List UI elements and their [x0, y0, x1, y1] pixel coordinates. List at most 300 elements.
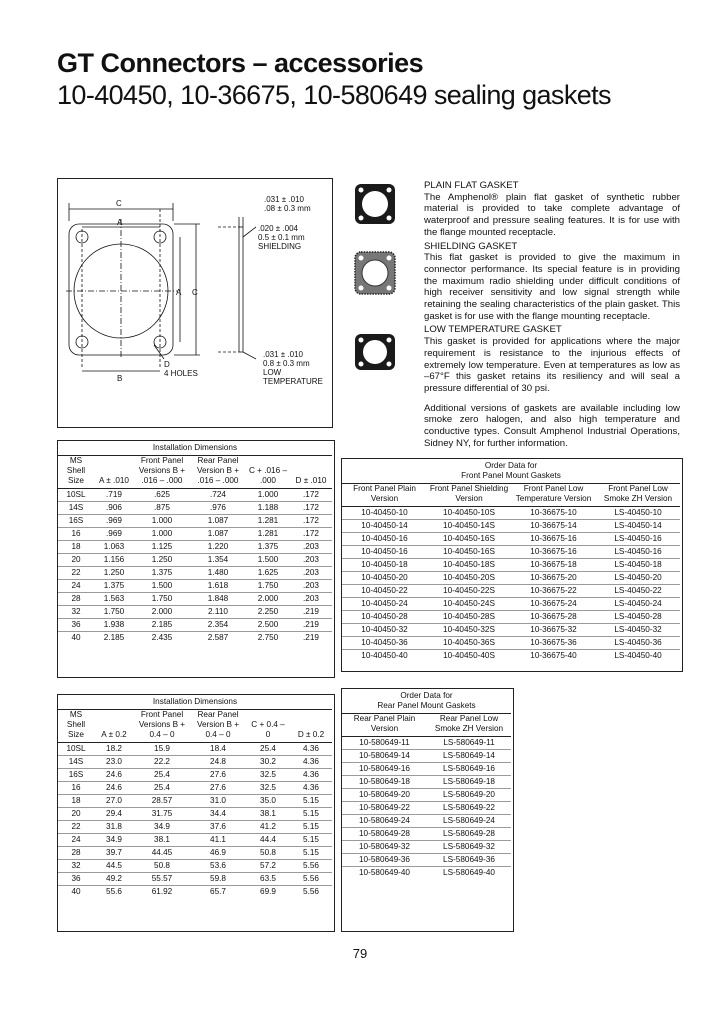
table-cell: 32.5 [246, 782, 290, 795]
table-cell: 10-40450-20S [427, 572, 511, 585]
table-cell: 10-40450-32 [342, 624, 427, 637]
install-mm-rows [58, 743, 332, 899]
additional-versions-text: Additional versions of gaskets are available including low smoke zero halogen, and also high temperature and conductive types. Consult Amphenol Industrial Operations, Sidney NY, for further information. [424, 402, 680, 449]
table-cell: 34.4 [190, 808, 246, 821]
table-cell: 1.156 [94, 554, 134, 567]
table-cell: 5.15 [290, 847, 332, 860]
table-cell: 31.0 [190, 795, 246, 808]
table-cell: 40 [71, 633, 81, 642]
table-cell: 4.36 [290, 782, 332, 795]
table-cell: 10-40450-40S [443, 651, 495, 660]
table-cell: 2.750 [257, 633, 279, 642]
table-cell: .969 [94, 515, 134, 528]
order-rear-rows [342, 737, 511, 880]
table-cell: 1.618 [190, 580, 246, 593]
table-cell: 28.57 [134, 795, 190, 808]
table-cell: 10-580649-20 [342, 789, 427, 802]
table-cell: 1.125 [134, 541, 190, 554]
table-cell: 10-580649-14 [342, 750, 427, 763]
table-cell: .976 [190, 502, 246, 515]
table-cell: 24.8 [190, 756, 246, 769]
dim-lowtemp: .031 ± .010 [263, 350, 303, 359]
table-row [58, 606, 332, 619]
table-cell: 41.1 [190, 834, 246, 847]
dim-label-a-top: A [117, 218, 123, 227]
table-cell: LS-580649-22 [427, 802, 511, 815]
table-cell: .203 [290, 541, 332, 554]
table-cell: 57.2 [246, 860, 290, 873]
table-cell: 59.8 [190, 873, 246, 886]
lowtemp-gasket-heading: LOW TEMPERATURE GASKET [424, 324, 562, 336]
table-cell: 1.750 [94, 606, 134, 619]
table-cell: 1.480 [190, 567, 246, 580]
table-cell: 25.4 [246, 743, 290, 756]
table-row [58, 515, 332, 528]
table-cell: LS-40450-22 [596, 585, 680, 598]
plain-gasket-text: The Amphenol® plain flat gasket of synthetic rubber material is provided to take complete advantage of waterproof and pressure sealing features. It is for use with the flange mounted receptacle. [424, 191, 680, 238]
table-cell: 10-580649-36 [342, 854, 427, 867]
table-cell: LS-580649-14 [427, 750, 511, 763]
table-cell: 1.063 [94, 541, 134, 554]
table-cell: 1.625 [246, 567, 290, 580]
col-header: Front Panel Low Smoke ZH Version [596, 484, 680, 507]
table-row [342, 854, 511, 867]
table-row [58, 873, 332, 886]
table-row [342, 750, 511, 763]
table-cell: 10-36675-28 [511, 611, 596, 624]
table-cell: 18 [58, 541, 94, 554]
table-cell: 10-40450-16 [342, 546, 427, 559]
table-cell: 5.56 [290, 873, 332, 886]
table-cell: 32 [58, 606, 94, 619]
table-cell: .969 [94, 528, 134, 541]
table-cell: LS-580649-18 [427, 776, 511, 789]
table-cell: 2.185 [103, 633, 125, 642]
table-cell: 16 [58, 782, 94, 795]
table-cell: 10-36675-16 [511, 546, 596, 559]
table-cell: .724 [190, 489, 246, 502]
table-cell: 10SL [58, 743, 94, 756]
table-cell: .203 [290, 580, 332, 593]
table-cell: 2.435 [151, 633, 173, 642]
table-cell: 30.2 [246, 756, 290, 769]
table-cell: 10-40450-24S [427, 598, 511, 611]
table-cell: 10-580649-40 [359, 868, 410, 877]
table-cell: 10-36675-16 [511, 533, 596, 546]
table-cell: 53.6 [190, 860, 246, 873]
dim-shield: .020 ± .004 [258, 224, 298, 233]
table-cell: 18.4 [190, 743, 246, 756]
table-cell: .875 [134, 502, 190, 515]
col-header: C + 0.4 – 0 [246, 710, 290, 743]
table-cell: 1.087 [190, 515, 246, 528]
table-cell: 10-40450-16S [427, 546, 511, 559]
install-inch-rows [58, 489, 332, 645]
table-cell: 10-580649-11 [342, 737, 427, 750]
table-cell: 16S [58, 515, 94, 528]
table-cell: 22 [58, 821, 94, 834]
table-cell: 10-580649-18 [342, 776, 427, 789]
table-cell: 10-36675-18 [511, 559, 596, 572]
col-header: D ± 0.2 [290, 710, 332, 743]
table-cell: 1.000 [246, 489, 290, 502]
table-cell: .203 [290, 567, 332, 580]
table-cell: 61.92 [151, 887, 173, 896]
table-cell: LS-40450-36 [596, 637, 680, 650]
dim-label-d: D [164, 360, 170, 369]
table-cell: 5.56 [290, 860, 332, 873]
order-rear-table [342, 689, 511, 879]
table-cell: 38.1 [134, 834, 190, 847]
table-cell: .203 [290, 554, 332, 567]
table-row [342, 611, 680, 624]
table-row [58, 502, 332, 515]
table-cell: .719 [94, 489, 134, 502]
table-cell: 69.9 [260, 887, 276, 896]
table-row [342, 776, 511, 789]
table-cell: 16S [58, 769, 94, 782]
table-cell: 10-580649-24 [342, 815, 427, 828]
table-row [58, 782, 332, 795]
table-cell: LS-40450-28 [596, 611, 680, 624]
install-mm-caption: Installation Dimensions [58, 695, 332, 710]
table-cell: 28 [58, 593, 94, 606]
table-cell: 1.000 [134, 528, 190, 541]
col-header: Front Panel Versions B + 0.4 – 0 [134, 710, 190, 743]
table-cell: 10-40450-20 [342, 572, 427, 585]
table-cell: 1.250 [94, 567, 134, 580]
table-cell: 32.5 [246, 769, 290, 782]
col-header: MS Shell Size [58, 456, 94, 489]
table-cell: .219 [290, 619, 332, 632]
table-row [58, 834, 332, 847]
table-cell: .172 [290, 515, 332, 528]
shielding-gasket-heading: SHIELDING GASKET [424, 240, 518, 252]
table-cell: 31.8 [94, 821, 134, 834]
plain-gasket-image [353, 182, 397, 226]
table-row [342, 815, 511, 828]
table-row [58, 619, 332, 632]
col-header: C + .016 – .000 [246, 456, 290, 489]
table-cell: 10-40450-32S [427, 624, 511, 637]
table-cell: 36 [58, 619, 94, 632]
table-cell: 5.15 [290, 808, 332, 821]
lowtemp-gasket-image [353, 332, 397, 372]
table-cell: 28 [58, 847, 94, 860]
table-cell: .219 [290, 606, 332, 619]
table-cell: .203 [290, 593, 332, 606]
table-row [58, 567, 332, 580]
table-row [342, 520, 680, 533]
gasket-drawing [57, 178, 333, 428]
table-cell: 10-40450-10S [427, 507, 511, 520]
table-cell: 34.9 [134, 821, 190, 834]
install-inch-table [58, 441, 332, 644]
table-cell: 39.7 [94, 847, 134, 860]
col-header: Rear Panel Plain Version [342, 714, 427, 737]
table-cell: 46.9 [190, 847, 246, 860]
table-cell: LS-580649-20 [427, 789, 511, 802]
table-cell: 15.9 [134, 743, 190, 756]
table-cell: 1.000 [134, 515, 190, 528]
shielding-gasket-text: This flat gasket is provided to give the maximum in connector performance. Its special feature is in providing the maximum radio shielding under difficult conditions of high receiver sensitivity and low signal strength while retaining the sealing characteristics of the plain gasket. This gasket is for use with the flange mounting receptacle. [424, 252, 680, 322]
table-cell: LS-580649-11 [427, 737, 511, 750]
table-row [58, 632, 332, 645]
table-cell: 31.75 [134, 808, 190, 821]
col-header: Front Panel Shielding Version [427, 484, 511, 507]
table-cell: 44.4 [246, 834, 290, 847]
table-cell: 34.9 [94, 834, 134, 847]
table-cell: 24.6 [94, 782, 134, 795]
table-cell: .906 [94, 502, 134, 515]
page-subtitle: 10-40450, 10-36675, 10-580649 sealing gaskets [57, 80, 611, 110]
table-cell: 10-40450-14 [342, 520, 427, 533]
table-cell: 10-40450-22 [342, 585, 427, 598]
table-cell: 1.281 [246, 528, 290, 541]
lowtemp-gasket-text: This gasket is provided for applications where the major requirement is resistance to the injurious effects of extremely low temperature. Even at temperatures as low as –67°F this gasket retains its resiliency and will seal a pressure differential of 30 psi. [424, 336, 680, 394]
table-cell: 27.6 [190, 769, 246, 782]
table-cell: 2.000 [246, 593, 290, 606]
page-number: 79 [352, 946, 368, 961]
table-row [58, 769, 332, 782]
table-cell: LS-40450-16 [596, 546, 680, 559]
table-cell: 14S [58, 502, 94, 515]
table-cell: 1.938 [94, 619, 134, 632]
table-cell: 10-36675-32 [511, 624, 596, 637]
table-cell: LS-580649-28 [427, 828, 511, 841]
table-row [342, 572, 680, 585]
table-cell: 10-580649-32 [342, 841, 427, 854]
table-cell: 5.15 [290, 821, 332, 834]
table-cell: 1.375 [134, 567, 190, 580]
table-cell: 2.185 [134, 619, 190, 632]
order-rear-caption-2: Rear Panel Mount Gaskets [377, 701, 476, 710]
table-cell: 5.15 [290, 795, 332, 808]
table-row [342, 650, 680, 663]
table-cell: 2.000 [134, 606, 190, 619]
table-cell: 10-36675-36 [511, 637, 596, 650]
table-cell: 2.354 [190, 619, 246, 632]
table-row [342, 585, 680, 598]
table-cell: 14S [58, 756, 94, 769]
dim-label-c-side: C [192, 288, 198, 297]
table-cell: .172 [290, 489, 332, 502]
table-cell: 10SL [58, 489, 94, 502]
shield-label: SHIELDING [258, 242, 302, 251]
table-cell: 20 [58, 554, 94, 567]
table-cell: 10-40450-28 [342, 611, 427, 624]
table-row [342, 867, 511, 880]
table-cell: 23.0 [94, 756, 134, 769]
table-cell: 32 [58, 860, 94, 873]
table-cell: LS-40450-14 [596, 520, 680, 533]
table-cell: LS-40450-20 [596, 572, 680, 585]
table-row [342, 737, 511, 750]
dim-plain-mm: .08 ± 0.3 mm [264, 204, 311, 213]
gasket-drawing-svg [58, 179, 334, 429]
holes-label: 4 HOLES [164, 369, 198, 378]
table-row [58, 821, 332, 834]
table-cell: 10-36675-20 [511, 572, 596, 585]
table-row [342, 828, 511, 841]
dim-lowtemp-mm: 0.8 ± 0.3 mm [263, 359, 310, 368]
table-cell: 1.750 [246, 580, 290, 593]
table-cell: 10-40450-14S [427, 520, 511, 533]
table-cell: 37.6 [190, 821, 246, 834]
table-cell: 1.250 [134, 554, 190, 567]
table-cell: 2.250 [246, 606, 290, 619]
table-cell: 4.36 [290, 743, 332, 756]
table-cell: 24.6 [94, 769, 134, 782]
table-cell: 29.4 [94, 808, 134, 821]
table-cell: .625 [134, 489, 190, 502]
col-header: Front Panel Versions B + .016 – .000 [134, 456, 190, 489]
table-cell: 1.087 [190, 528, 246, 541]
col-header: MS Shell Size [58, 710, 94, 743]
col-header: A ± 0.2 [94, 710, 134, 743]
col-header: Rear Panel Version B + .016 – .000 [190, 456, 246, 489]
table-cell: 10-40450-18 [342, 559, 427, 572]
table-row [58, 847, 332, 860]
order-front-rows [342, 507, 680, 663]
table-cell: 1.281 [246, 515, 290, 528]
table-cell: 10-40450-40 [361, 651, 408, 660]
table-cell: 41.2 [246, 821, 290, 834]
table-cell: LS-40450-40 [614, 651, 662, 660]
table-cell: 20 [58, 808, 94, 821]
table-cell: 10-580649-16 [342, 763, 427, 776]
table-cell: 10-40450-36S [427, 637, 511, 650]
dim-shield-mm: 0.5 ± 0.1 mm [258, 233, 305, 242]
dim-label-b-bottom: B [117, 374, 123, 383]
table-cell: 10-36675-24 [511, 598, 596, 611]
table-cell: 36 [58, 873, 94, 886]
table-cell: .219 [303, 633, 319, 642]
table-cell: 65.7 [210, 887, 226, 896]
table-cell: 44.5 [94, 860, 134, 873]
table-row [58, 860, 332, 873]
table-cell: 10-40450-18S [427, 559, 511, 572]
table-cell: 55.6 [106, 887, 122, 896]
table-row [58, 489, 332, 502]
order-front-caption-2: Front Panel Mount Gaskets [461, 471, 561, 480]
table-cell: 22 [58, 567, 94, 580]
table-cell: 22.2 [134, 756, 190, 769]
table-cell: 1.563 [94, 593, 134, 606]
lowtemp-label-1: LOW [263, 368, 282, 377]
table-cell: 25.4 [134, 782, 190, 795]
dim-label-a-side: A [176, 288, 182, 297]
table-cell: 55.57 [134, 873, 190, 886]
table-cell: 10-36675-14 [511, 520, 596, 533]
table-cell: LS-580649-36 [427, 854, 511, 867]
shielding-gasket-image [353, 250, 397, 296]
col-header: Rear Panel Low Smoke ZH Version [427, 714, 511, 737]
table-cell: 24 [58, 834, 94, 847]
table-cell: 50.8 [246, 847, 290, 860]
table-cell: 4.36 [290, 756, 332, 769]
table-cell: 2.110 [190, 606, 246, 619]
table-cell: 63.5 [246, 873, 290, 886]
table-cell: 27.0 [94, 795, 134, 808]
table-cell: 10-40450-10 [342, 507, 427, 520]
table-row [58, 795, 332, 808]
table-cell: LS-580649-24 [427, 815, 511, 828]
table-cell: 10-580649-28 [342, 828, 427, 841]
gasket-descriptions [424, 180, 680, 449]
table-cell: LS-40450-24 [596, 598, 680, 611]
table-row [342, 841, 511, 854]
table-cell: 10-40450-28S [427, 611, 511, 624]
table-cell: 2.500 [246, 619, 290, 632]
table-cell: LS-580649-16 [427, 763, 511, 776]
table-cell: 1.500 [246, 554, 290, 567]
table-cell: 10-40450-16S [427, 533, 511, 546]
table-cell: LS-40450-18 [596, 559, 680, 572]
table-cell: 10-580649-22 [342, 802, 427, 815]
dim-plain: .031 ± .010 [264, 195, 304, 204]
table-cell: .172 [290, 528, 332, 541]
col-header: Front Panel Low Temperature Version [511, 484, 596, 507]
table-row [58, 886, 332, 899]
table-cell: 1.500 [134, 580, 190, 593]
table-cell: 16 [58, 528, 94, 541]
install-mm-table [58, 695, 332, 898]
table-cell: 10-40450-22S [427, 585, 511, 598]
table-cell: 40 [71, 887, 81, 896]
table-cell: LS-580649-40 [443, 868, 495, 877]
table-cell: 49.2 [94, 873, 134, 886]
table-row [58, 554, 332, 567]
table-cell: 38.1 [246, 808, 290, 821]
table-cell: 10-36675-22 [511, 585, 596, 598]
table-cell: LS-40450-32 [596, 624, 680, 637]
dim-label-c-top: C [116, 199, 122, 208]
plain-gasket-heading: PLAIN FLAT GASKET [424, 180, 519, 191]
table-cell: 1.375 [94, 580, 134, 593]
table-cell: 5.56 [303, 887, 319, 896]
table-row [58, 593, 332, 606]
table-row [342, 533, 680, 546]
table-cell: 1.375 [246, 541, 290, 554]
order-rear-caption-1: Order Data for [400, 691, 453, 700]
table-cell: 10-36675-40 [530, 651, 577, 660]
table-cell: 10-36675-10 [511, 507, 596, 520]
table-cell: 10-40450-24 [342, 598, 427, 611]
table-row [58, 528, 332, 541]
table-row [342, 802, 511, 815]
table-row [342, 507, 680, 520]
col-header: D ± .010 [290, 456, 332, 489]
table-cell: LS-580649-32 [427, 841, 511, 854]
table-cell: LS-40450-16 [596, 533, 680, 546]
table-row [342, 598, 680, 611]
table-cell: 10-40450-16 [342, 533, 427, 546]
table-cell: LS-40450-10 [596, 507, 680, 520]
table-cell: 50.8 [134, 860, 190, 873]
col-header: Rear Panel Version B + 0.4 – 0 [190, 710, 246, 743]
table-cell: 1.750 [134, 593, 190, 606]
table-cell: .172 [290, 502, 332, 515]
table-cell: 18 [58, 795, 94, 808]
col-header: A ± .010 [94, 456, 134, 489]
table-cell: 1.354 [190, 554, 246, 567]
table-row [342, 559, 680, 572]
table-row [342, 763, 511, 776]
table-row [342, 789, 511, 802]
col-header: Front Panel Plain Version [342, 484, 427, 507]
table-cell: 10-40450-36 [342, 637, 427, 650]
